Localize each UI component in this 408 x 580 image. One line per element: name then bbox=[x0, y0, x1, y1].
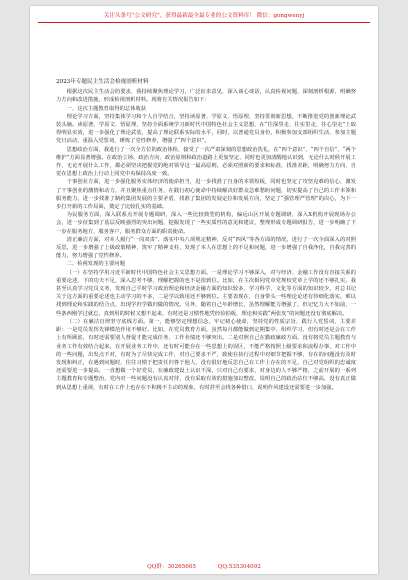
document-page bbox=[30, 6, 378, 574]
qq-label: QQ:535304092 bbox=[217, 564, 261, 570]
intro-paragraph: 根据这次民主生活会的要求，我持续聚焦理论学习，广泛征求意见，深入谈心谈话，认真检视问题，深刻剖析根源，明确努力方向和改进措施，形成检视剖析材料。现将有关情况报告如下： bbox=[56, 89, 356, 104]
paragraph-political-thought: 思想政治方面，我进行了一次全方位的政治体检，接受了一次严肃深刻的思想政治洗礼，在“四个意识”、“四个自信”、“两个维护”方面显著增强。在政治立场、政治方向、政治原则和政治道路上更加坚定，同时也更加清醒地认识到，无论什么时候开展工作，无论开展什么工作，都必须坚决把握党的绝对领导这一最高原则，必须对照新的要求和标准，找准差距，明确努力方向，自觉在思想上政治上行动上同党中央保持高度一致。 bbox=[56, 146, 356, 178]
paragraph-integrity: 清正廉洁方面，对本人履行“一岗双责”、落实中央八项规定精神，反对“四风”等各方面的情况，进行了一次全面深入的对照反思，进一步增强了上级政策精神，筑牢了精神支柱，发现了本人在思想上的不足和问题，进一步增强了自我净化，自我完善的能力，努力增强了党性修养。 bbox=[56, 236, 356, 260]
document-title: 2023年专题民主生活会检视剖析材料 bbox=[56, 79, 149, 85]
section-heading-2: 二、检视发现的主要问题 bbox=[66, 261, 125, 268]
paragraph-public-service: 为民服务方面，深入联系点开展专题调研，深入一些比较典型的机构，偏远山区开展专题调研，深入X机构开展现场办公会，进一步征集到了基层反映强烈的突出问题，挖掘发现了一些实质性的意见和建议，整理形成专题调研报告，进一步明确了下一步在服务地方，服务客户，服务群众方面的职责使命。 bbox=[56, 212, 356, 235]
paragraph-theory-study: 理论学习方面，坚持集体学习和个人自学结合，坚持读原著、学原文、悟原理，坚持贯彻新思想，不断推进党的创新理论武装头脑。读原著、学原文、悟原理，坚持全面系统学习新时代中国特色社会主义思想，在“往深里走、往实里走、往心里走”上取得明显实效，进一步强化了理论武装，提高了理论联系实际的水平，同时，以普通党员身份，积极参加支部组织生活，参加主题党日活动，重温入党誓词，锤炼了党性修养，增强了“四个意识”。 bbox=[56, 113, 356, 145]
watermark-footer bbox=[30, 562, 378, 570]
section-heading-1: 一、这次主题教育取得的总体收获 bbox=[66, 105, 147, 112]
paragraph-entrepreneurship: 干事创业方面，进一步强化服务实体经济的使命担当，进一步找准了自身的本领短板，同时也坚定了攻坚克难的信心，激发了干事创业的激情和动力，并且聚焦重点任务，在践行初心使命中持续解决好群众急难愁盼问题，切实提高了自己的工作本领和服务能力，进一步找准了制约集团发展的主要矛盾，找准了集团的发展定位和发展方向，坚定了“强管理严管理”的决心，为下一步打开新的工作局面，奠定了比较扎实的基础。 bbox=[56, 179, 356, 211]
paragraph-issue-2: （二）在廉洁自律坚守底线方面。第一，能够坚定理想信念，牢记初心使命，坚持党的性质宗旨，践行人党誓词，主要差距：一是党员发挥先锋模范作用不够好。比如，在党员教育方面，虽然每月都能做到定期集中、组织学习、但有时还是会在工作上有所顾虑，有时还需要别人督促才能完成任务，工作业绩还不够突出。二是对照自己在勤政廉政方面，没有将党员主题教育与业务工作有效结合起来，在开展业务工作中，还有时可能存在一些思想上的误区，不能严格按照上级要求和流程办事，对工作中的一些问题，出发点不对，有时为了尽快完成工作，对自己要求不严，致使在执行过程中对细节把握不够，存在的问题没有及时发现和纠正，在遇到问题时，往往习惯于把责任归咎于他人，没有很好地反思自己在工作上存在的不足，自己对党组织的忠诚度还需要进一步提高，一直想做一个好党员，在廉政建设上认识不深，只对自己有要求，对身边的人不够严格，之前开展的一系列主题教育和专题整治，党内对一些问题没有认真对待，没有采取有效的措施加以整改，说明自己的政治站位不够高，没有真正做到从思想上重视，有时在工作上也存在不积极不主动的现象，有时甚至会找各种借口，说明作风建设还需要进一步加强。 bbox=[56, 318, 356, 391]
document-body bbox=[56, 78, 356, 392]
watermark-banner: 关注头条号“公文研究”，获得最新最全最专业的公文资料库！ 微信：gongwenyj bbox=[103, 13, 305, 19]
qq-group-label: QQ群：30265665 bbox=[147, 564, 196, 570]
paragraph-issue-1: （一）在坚持学用习近平新时代中国特色社会主义思想方面。一是理论学习不够深入，对与经济、金融工作没有直接关系的重要论述，下的功夫不足，深入思考不够，理解把握的也不是很到位。比如，在主次相同党章党规校党章上学的还不够扎实。我甚至认真学习党员义务，发现自己平时学习政治理论和经济金融方面的知识较多，学习科学、文化等方面的知识较少，对总书记关于这方面的重要论述也主动学习的不多，二是学以致用还不够到位。主要表现在，自身带头一些理论论述有待细化落实，难以找到理论和实践的结合点，出现学归学做归做的情况。另外，随着自己年龄增长，虽然理解能力增强了，但记忆力大不如前，一些条西刚学过就忘，真到用的时候又想不起来，有时还是习惯性地凭经验拍板，理论和实践“两张皮”的问题还没有彻底解决。 bbox=[56, 269, 356, 317]
banner-divider bbox=[38, 22, 370, 23]
